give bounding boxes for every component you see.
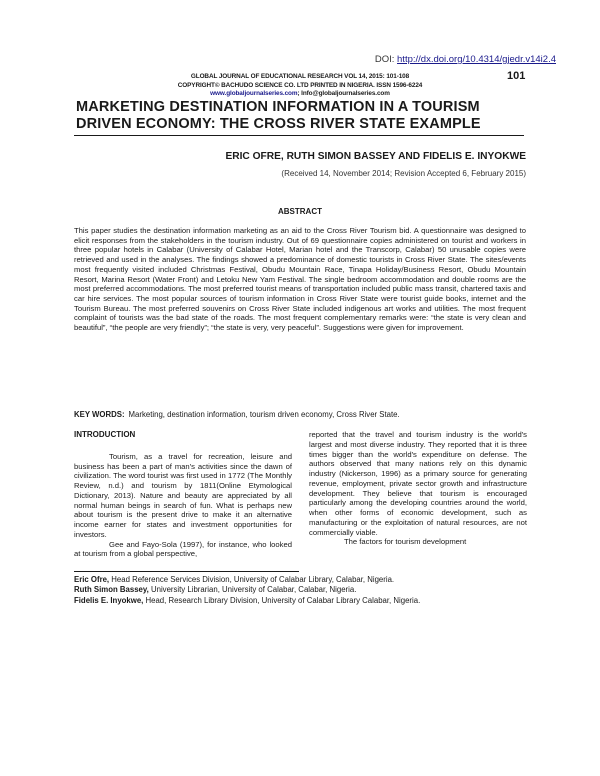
footnote-item [74,575,554,585]
author-list: ERIC OFRE, RUTH SIMON BASSEY AND FIDELIS E. INYOKWE [225,151,526,162]
footnote-affiliation: University Librarian, University of Calabar, Calabar, Nigeria. [148,585,357,595]
title-line-1: MARKETING DESTINATION INFORMATION IN A TOURISM [76,99,480,115]
journal-header [100,73,500,99]
journal-line-1: GLOBAL JOURNAL OF EDUCATIONAL RESEARCH VOL 14, 2015: 101-108 [190,73,410,80]
doi-line [375,54,556,65]
footnote-item [74,596,554,606]
journal-line-3 [100,90,500,99]
footnote-item [74,585,554,595]
keywords-label: KEY WORDS: [74,410,125,419]
body-column-left [74,430,292,559]
page-number: 101 [507,70,526,82]
paragraph: The factors for tourism development [344,537,467,547]
title-line-2: DRIVEN ECONOMY: THE CROSS RIVER STATE EXAMPLE [76,116,481,132]
doi-link[interactable]: http://dx.doi.org/10.4314/gjedr.v14i2.4 [397,54,556,65]
footnote-affiliation: Head, Research Library Division, University of Calabar Library Calabar, Nigeria. [143,595,421,605]
article-title [76,99,536,133]
author-footnotes [74,575,554,606]
footnote-author-name: Eric Ofre, [74,575,110,584]
footnote-author-name: Ruth Simon Bassey, [74,585,149,595]
journal-email: ; Info@globaljournalseries.com [297,90,390,98]
section-heading-introduction: INTRODUCTION [74,430,136,439]
paragraph: Tourism, as a travel for recreation, leisure and business has been a part of man's activities since the dawn of civilization. The word tourist was first used in 1772 (The Monthly Review, n.d.) and tourism by 1811(Online Etymological Dictionary, 2013). Nature and beauty are appreciated by all normal human beings in search of fun. What is perhaps new about tourism is the present drive to make it an alternative income earner for states and investment opportunities for investors. [74,451,292,539]
doi-prefix: DOI: [374,54,398,65]
title-divider [74,135,524,136]
body-column-right [309,430,527,547]
footnote-divider [74,571,299,572]
abstract-text: This paper studies the destination information marketing as an aid to the Cross River Tourism bid. A questionnaire was designed to elicit responses from the stakeholders in the tourism industry. Out of 69 questionnaire copies administered on tourist and workers in three popular hotels in Calabar (University of Calabar Hotel, Marian hotel and the Transcorp, Calabar) 50 unusable copies were retrieved and used in the analyses. The findings showed a predominance of domestic tourists in Cross River State. The sites/events most frequently visited included Christmas Festival, Obudu Mountain Race, Tinapa Holiday/Business Resort, Obudu Mountain Resort, Marina Resort (Water Front) and Letoku New Yam Festival. The single bedroom accommodation and double rooms are the most preferred accommodations. The most preferred tourist means of transportation included public mass transit, chartered taxis and car hire services. The most popular sources of tourism information in Cross River State were tourist guide books, internet and the Tourism Bureau. The most preferred souvenirs on Cross River State included indigenous art works and utilities. The most frequent complaint of tourists was the bad state of the roads. The most frequent complementary remarks were: “the state is very clean and beautiful”, “the people are very friendly”; “the state is very, very peaceful”. Suggestions were given for improvement. [74,226,526,333]
received-dates: (Received 14, November 2014; Revision Accepted 6, February 2015) [281,169,526,178]
keywords [74,410,526,420]
keywords-text: Marketing, destination information, tourism driven economy, Cross River State. [128,410,400,419]
journal-site-link[interactable]: www.globaljournalseries.com [210,90,298,98]
abstract-heading: ABSTRACT [278,207,322,216]
journal-line-2: COPYRIGHT© BACHUDO SCIENCE CO. LTD PRINTED IN NIGERIA. ISSN 1596-6224 [177,81,423,89]
footnote-author-name: Fidelis E. Inyokwe, [74,595,144,605]
paragraph: reported that the travel and tourism industry is the world's largest and most diverse industry. They reported that it is three times bigger than the world's expenditure on defense. The authors observed that many nations rely on this dynamic industry (Nickerson, 1996) as a primary source for generating revenue, employment, private sector growth and infrastructure development. They believe that tourism is encouraged particularly among the developing countries around the world, when other forms of economic development, such as manufacturing or the exploitation of natural resources, are not commercially viable. [309,430,527,537]
footnote-affiliation: Head Reference Services Division, University of Calabar Library, Calabar, Nigeria. [109,575,395,584]
paragraph: Gee and Fayo-Sola (1997), for instance, who looked at tourism from a global perspective, [74,539,292,559]
